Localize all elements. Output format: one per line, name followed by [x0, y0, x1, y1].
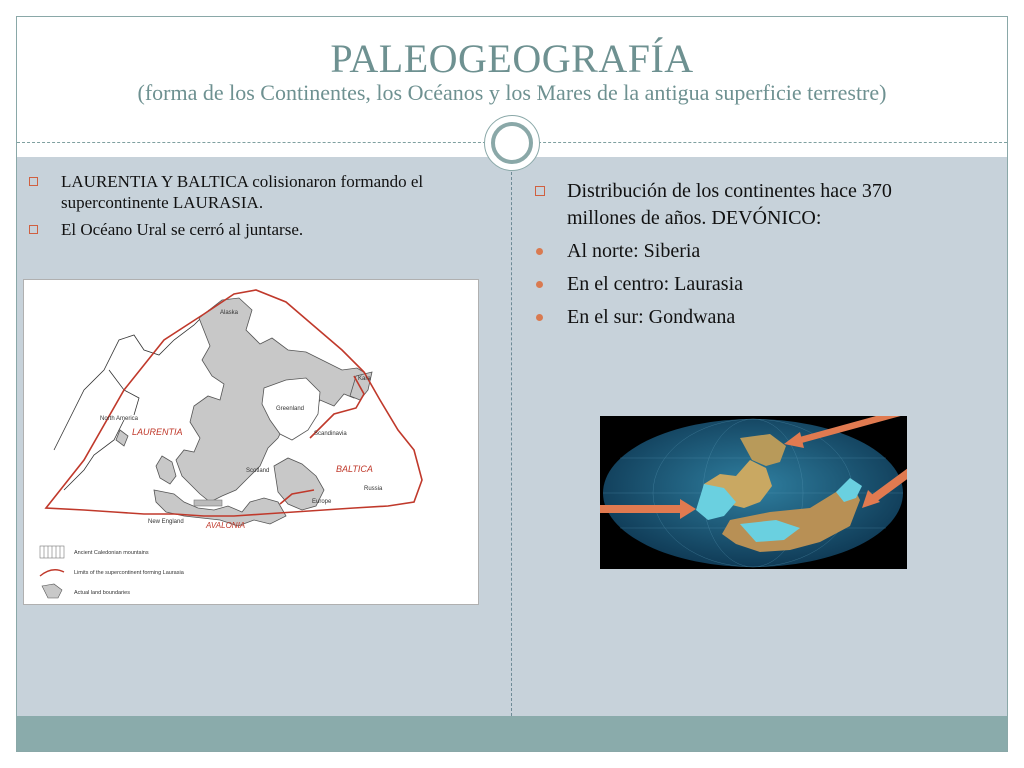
map-label-scandinavia: Scandinavia: [314, 431, 347, 437]
caledonian-mountains: [194, 500, 222, 506]
list-item: [28, 171, 468, 213]
list-item: [534, 178, 954, 232]
legend-land-icon: [42, 584, 62, 598]
map-label-russia: Russia: [364, 486, 383, 492]
legend-label: Ancient Caledonian mountains: [74, 550, 149, 556]
list-item: [534, 271, 954, 298]
legend-label: Actual land boundaries: [74, 590, 130, 596]
map-label-greenland: Greenland: [276, 406, 305, 412]
square-bullet-icon: [535, 186, 545, 196]
map-label-north-america: North America: [100, 416, 139, 422]
decorative-ring-icon: [491, 122, 533, 164]
map-label-kara: Kara: [358, 376, 371, 382]
list-item: [534, 304, 954, 331]
laurasia-map: [23, 279, 479, 605]
map-label-new-england: New England: [148, 519, 184, 525]
legend-red-line-icon: [40, 570, 64, 576]
column-divider: [511, 157, 512, 716]
bullet-text: En el centro: Laurasia: [567, 273, 744, 295]
slide-subtitle: (forma de los Continentes, los Océanos y los Mares de la antigua superficie terrestre): [137, 80, 887, 105]
map-legend: [40, 546, 185, 598]
map-label-laurentia: LAURENTIA: [132, 427, 183, 437]
bullet-text: En el sur: Gondwana: [567, 306, 736, 328]
map-label-baltica: BALTICA: [336, 464, 373, 474]
footer-bar: [17, 716, 1007, 751]
dot-bullet-icon: [536, 281, 543, 288]
list-item: [534, 238, 954, 265]
square-bullet-icon: [29, 225, 38, 234]
legend-label: Limits of the supercontinent forming Laurasia: [74, 570, 184, 576]
map-label-avalonia: AVALONIA: [206, 521, 246, 530]
dot-bullet-icon: [536, 314, 543, 321]
right-bullet-list: [534, 178, 954, 337]
map-label-scotland: Scotland: [246, 468, 270, 474]
dot-bullet-icon: [536, 248, 543, 255]
slide-title: PALEOGEOGRAFÍA: [330, 36, 694, 81]
bullet-text: LAURENTIA Y BALTICA colisionaron formando el supercontinente LAURASIA.: [61, 172, 424, 212]
devonian-globe-image: [600, 416, 907, 569]
map-label-alaska: Alaska: [220, 310, 239, 316]
bullet-text: Al norte: Siberia: [567, 240, 701, 262]
left-bullet-list: [28, 171, 468, 246]
land-masses: [116, 298, 372, 526]
square-bullet-icon: [29, 177, 38, 186]
map-label-europe: Europe: [312, 499, 332, 505]
list-item: [28, 219, 468, 240]
bullet-text: El Océano Ural se cerró al juntarse.: [61, 220, 304, 239]
bullet-text: Distribución de los continentes hace 370 millones de años. DEVÓNICO:: [567, 180, 892, 229]
